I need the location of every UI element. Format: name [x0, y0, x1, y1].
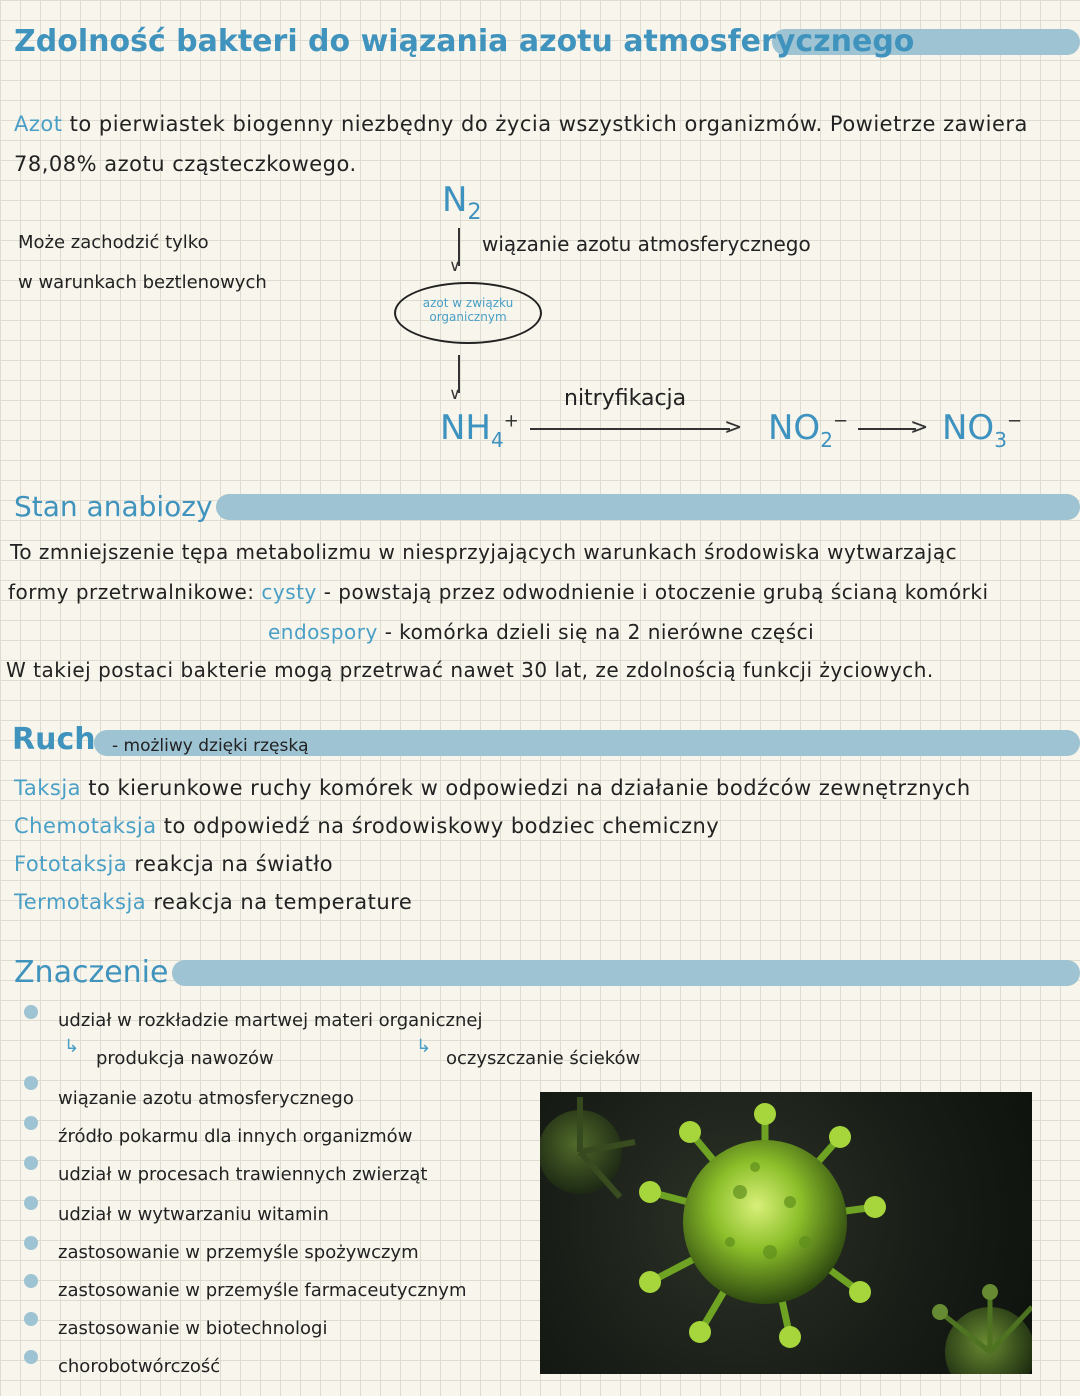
- organic-nitrogen-oval: [394, 282, 542, 344]
- phototaxis-desc: reakcja na światło: [134, 852, 334, 876]
- nitrification-arrow: [530, 428, 730, 430]
- bullet: [24, 1116, 38, 1130]
- background-virus-left: [540, 1097, 635, 1197]
- sub-arrow-icon: ↳: [64, 1036, 80, 1057]
- side-note-line2: w warunkach beztlenowych: [18, 272, 267, 293]
- movement-subtitle: - możliwy dzięki rzęską: [112, 736, 309, 756]
- nh4-formula: $NH_4^+$: [440, 408, 519, 452]
- movement-item-chemotaxis: [14, 814, 719, 838]
- intro-line2: 78,08% azotu cząsteczkowego.: [14, 152, 357, 176]
- bullet: [24, 1005, 38, 1019]
- bullet: [24, 1156, 38, 1170]
- fixation-label: wiązanie azotu atmosferycznego: [482, 232, 811, 256]
- intro-paragraph: [14, 112, 1028, 136]
- arrow-n2-head: ∨: [449, 256, 461, 275]
- movement-item-thermotaxis: [14, 890, 412, 914]
- bullet: [24, 1236, 38, 1250]
- nitrification-arrow-head: >: [724, 415, 743, 440]
- virus-graphic: [540, 1092, 1032, 1374]
- chemotaxis-term: Chemotaksja: [14, 814, 157, 838]
- side-note-line1: Może zachodzić tylko: [18, 232, 209, 253]
- significance-item: źródło pokarmu dla innych organizmów: [58, 1126, 413, 1147]
- no2-formula: $NO_2^-$: [768, 408, 849, 452]
- movement-item-phototaxis: [14, 852, 333, 876]
- n2-formula: $N_2$: [442, 180, 482, 225]
- oval-line1: azot w związku: [422, 296, 514, 310]
- anabiosis-line3: [268, 620, 814, 644]
- arrow-oval-head: ∨: [449, 384, 461, 403]
- significance-item: chorobotwórczość: [58, 1356, 221, 1377]
- movement-item-taxis: [14, 776, 971, 800]
- intro-line1: to pierwiastek biogenny niezbędny do życia wszystkich organizmów. Powietrze zawiera: [69, 112, 1028, 136]
- significance-item: zastosowanie w przemyśle spożywczym: [58, 1242, 419, 1263]
- bullet: [24, 1196, 38, 1210]
- nitrification-label: nitryfikacja: [564, 386, 687, 411]
- endospores-desc: - komórka dzieli się na 2 nierówne części: [384, 620, 815, 644]
- significance-sub1: produkcja nawozów: [96, 1048, 274, 1069]
- significance-item: udział w wytwarzaniu witamin: [58, 1204, 329, 1225]
- no3-formula: $NO_3^-$: [942, 408, 1023, 452]
- bullet: [24, 1076, 38, 1090]
- background-virus-right: [932, 1284, 1032, 1374]
- no2-to-no3-arrow: [858, 428, 916, 430]
- significance-heading-bar: [172, 960, 1080, 986]
- thermotaxis-desc: reakcja na temperature: [153, 890, 413, 914]
- forms-label: formy przetrwalnikowe:: [8, 580, 255, 604]
- anabiosis-heading-bar: [216, 494, 1080, 520]
- anabiosis-line4: W takiej postaci bakterie mogą przetrwać nawet 30 lat, ze zdolnością funkcji życiowych.: [6, 658, 934, 682]
- movement-heading: Ruch: [12, 722, 96, 757]
- page-title: Zdolność bakteri do wiązania azotu atmosferycznego: [14, 24, 915, 59]
- significance-item: zastosowanie w biotechnologi: [58, 1318, 328, 1339]
- bullet: [24, 1350, 38, 1364]
- endospores-term: endospory: [268, 620, 378, 644]
- cysts-term: cysty: [261, 580, 317, 604]
- significance-sub2: oczyszczanie ścieków: [446, 1048, 641, 1069]
- significance-item: udział w procesach trawiennych zwierząt: [58, 1164, 428, 1185]
- taxis-term: Taksja: [14, 776, 82, 800]
- anabiosis-line2: [8, 580, 989, 604]
- main-virus: [639, 1103, 886, 1348]
- significance-item: zastosowanie w przemyśle farmaceutycznym: [58, 1280, 467, 1301]
- sub-arrow-icon: ↳: [416, 1036, 432, 1057]
- significance-item: wiązanie azotu atmosferycznego: [58, 1088, 354, 1109]
- no2-to-no3-arrow-head: >: [910, 415, 929, 440]
- significance-heading: Znaczenie: [14, 955, 169, 990]
- chemotaxis-desc: to odpowiedź na środowiskowy bodziec chemiczny: [163, 814, 720, 838]
- phototaxis-term: Fototaksja: [14, 852, 128, 876]
- significance-first-item: udział w rozkładzie martwej materi organicznej: [58, 1010, 483, 1031]
- bullet: [24, 1274, 38, 1288]
- anabiosis-heading: Stan anabiozy: [14, 490, 213, 523]
- bullet: [24, 1312, 38, 1326]
- taxis-desc: to kierunkowe ruchy komórek w odpowiedzi na działanie bodźców zewnętrznych: [88, 776, 971, 800]
- oval-line2: organicznym: [429, 310, 507, 324]
- anabiosis-line1: To zmniejszenie tępa metabolizmu w niesprzyjających warunkach środowiska wytwarzając: [10, 540, 958, 564]
- cysts-desc: - powstają przez odwodnienie i otoczenie grubą ścianą komórki: [323, 580, 989, 604]
- thermotaxis-term: Termotaksja: [14, 890, 147, 914]
- intro-term: Azot: [14, 112, 63, 136]
- bacteria-illustration: [540, 1092, 1032, 1374]
